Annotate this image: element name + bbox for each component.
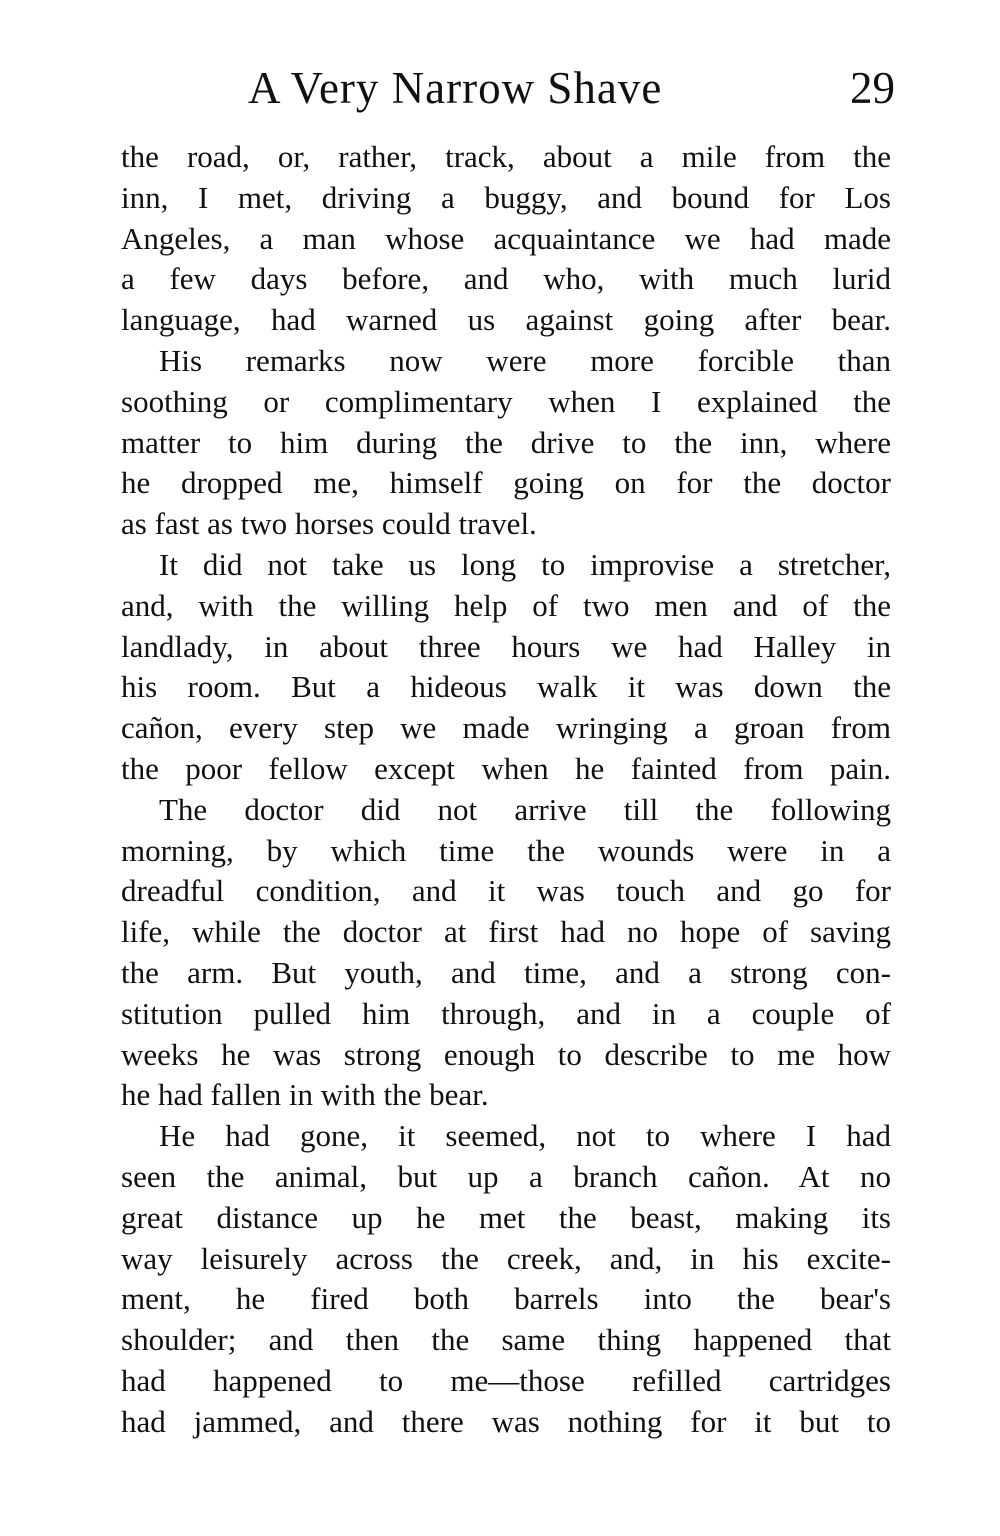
text-line: ment, he fired both barrels into the bear's — [121, 1281, 891, 1317]
text-line: soothing or complimentary when I explained the — [121, 383, 891, 419]
text-line: seen the animal, but up a branch cañon. At no — [121, 1158, 891, 1194]
text-line: landlady, in about three hours we had Halley in — [121, 628, 891, 664]
text-line: great distance up he met the beast, making its — [121, 1199, 891, 1235]
text-line: language, had warned us against going after bear. — [121, 302, 891, 338]
text-line: morning, by which time the wounds were in a — [121, 832, 891, 868]
text-line: matter to him during the drive to the inn, where — [121, 424, 891, 460]
text-line: weeks he was strong enough to describe to me how — [121, 1036, 891, 1072]
text-line: had happened to me—those refilled cartridges — [121, 1362, 891, 1398]
text-line: he dropped me, himself going on for the doctor — [121, 465, 891, 501]
text-line: Angeles, a man whose acquaintance we had made — [121, 220, 891, 256]
paragraph-last-line: he had fallen in with the bear. — [121, 1077, 489, 1113]
text-line: had jammed, and there was nothing for it but to — [121, 1403, 891, 1439]
running-title: A Very Narrow Shave — [248, 63, 663, 113]
page-number: 29 — [850, 63, 895, 113]
text-line: the road, or, rather, track, about a mile from the — [121, 139, 891, 174]
text-line: dreadful condition, and it was touch and go for — [121, 873, 891, 909]
body-text — [121, 137, 891, 1443]
paragraph-first-line: He had gone, it seemed, not to where I had — [159, 1118, 891, 1154]
text-line: inn, I met, driving a buggy, and bound for Los — [121, 179, 891, 215]
text-line: the arm. But youth, and time, and a strong con- — [121, 954, 891, 990]
text-line: stitution pulled him through, and in a couple of — [121, 995, 891, 1031]
text-line: the poor fellow except when he fainted from pain. — [121, 750, 891, 786]
text-line: and, with the willing help of two men and of the — [121, 587, 891, 623]
paragraph-first-line: It did not take us long to improvise a stretcher, — [159, 546, 891, 582]
text-line: cañon, every step we made wringing a groan from — [121, 710, 891, 746]
paragraph-first-line: The doctor did not arrive till the following — [159, 791, 891, 827]
text-line: life, while the doctor at first had no hope of saving — [121, 914, 891, 950]
text-line: way leisurely across the creek, and, in his excite- — [121, 1240, 891, 1276]
text-line: a few days before, and who, with much lurid — [121, 261, 891, 297]
text-line: his room. But a hideous walk it was down the — [121, 669, 891, 705]
paragraph-last-line: as fast as two horses could travel. — [121, 506, 537, 542]
paragraph-first-line: His remarks now were more forcible than — [159, 342, 891, 378]
running-head — [120, 62, 895, 122]
text-line: shoulder; and then the same thing happened that — [121, 1322, 891, 1358]
